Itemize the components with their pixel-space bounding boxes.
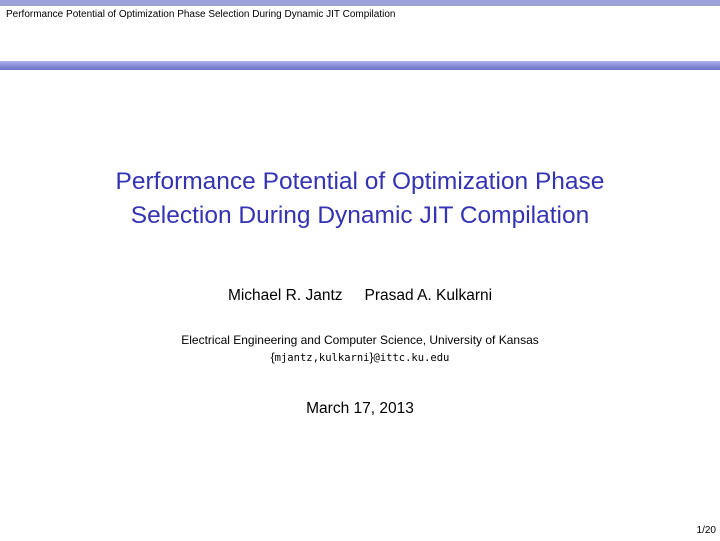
email-brace-open: { [270,350,275,364]
author-name: Michael R. Jantz [227,287,343,304]
page-number: 1/20 [696,525,716,536]
institution: Electrical Engineering and Computer Science, University of Kansas [181,333,539,347]
email-address [0,349,720,367]
slide-title-line-1: Performance Potential of Optimization Phase [115,168,605,195]
author-list [0,286,720,306]
slide-title [0,165,720,233]
email-domain: @ittc.ku.edu [373,352,450,364]
email-users: mjantz,kulkarni [274,352,370,364]
presentation-date: March 17, 2013 [306,400,414,417]
author-name: Prasad A. Kulkarni [364,287,493,304]
header-band [0,61,720,70]
top-rule [0,0,720,6]
running-header-title: Performance Potential of Optimization Phase Selection During Dynamic JIT Compilation [6,9,396,20]
email-brace-close: } [369,350,374,364]
affiliation [0,332,720,367]
slide-title-line-2: Selection During Dynamic JIT Compilation [130,202,590,229]
